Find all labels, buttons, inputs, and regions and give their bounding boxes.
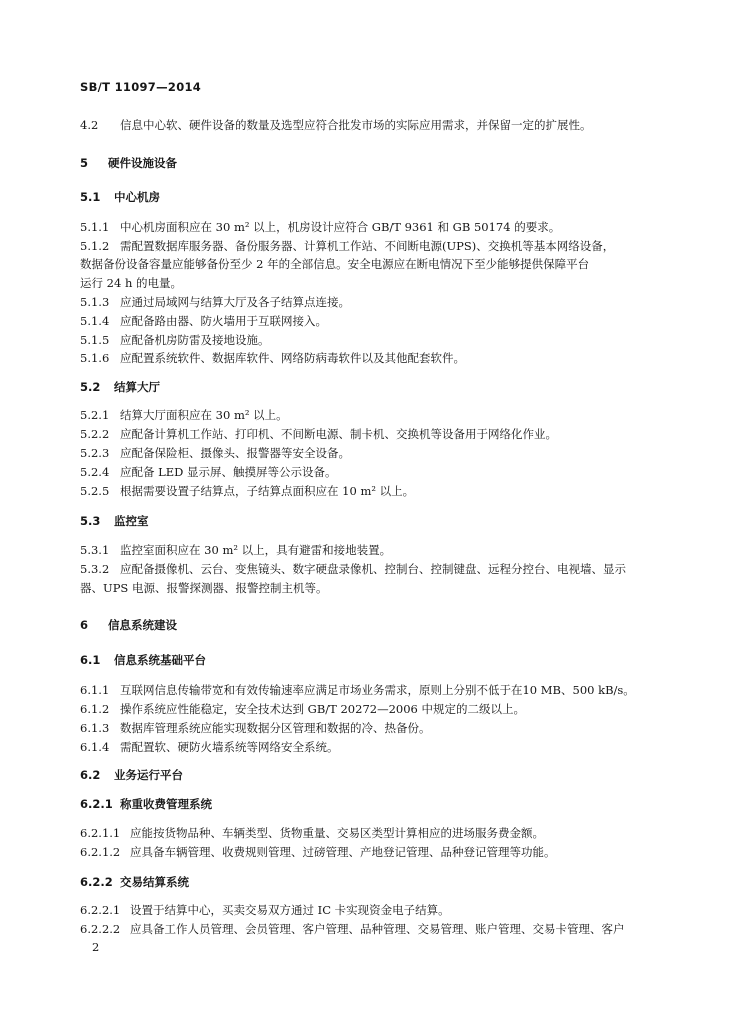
section-6-2-heading: 6.2 业务运行平台 [80,768,183,782]
clause-5-2-1: 5.2.1 结算大厅面积应在 30 m² 以上。 [80,408,288,422]
clause-6-1-4: 6.1.4 需配置软、硬防火墙系统等网络安全系统。 [80,740,339,754]
section-6-heading: 6 信息系统建设 [80,618,177,632]
clause-5-2-2: 5.2.2 应配备计算机工作站、打印机、不间断电源、制卡机、交换机等设备用于网络化作业。 [80,427,557,441]
clause-5-2-5: 5.2.5 根据需要设置子结算点，子结算点面积应在 10 m² 以上。 [80,484,415,498]
page-number: 2 [92,940,100,954]
clause-5-1-3: 5.1.3 应通过局域网与结算大厅及各子结算点连接。 [80,295,350,309]
clause-5-3-2-cont: 器、UPS 电源、报警探测器、报警控制主机等。 [80,581,328,595]
clause-6-2-1-2: 6.2.1.2 应具备车辆管理、收费规则管理、过磅管理、产地登记管理、品种登记管理等功能。 [80,845,556,859]
section-6-1-heading: 6.1 信息系统基础平台 [80,653,206,667]
clause-5-1-4: 5.1.4 应配备路由器、防火墙用于互联网接入。 [80,314,327,328]
clause-6-1-2: 6.1.2 操作系统应性能稳定，安全技术达到 GB/T 20272—2006 中规定的二级以上。 [80,702,525,716]
section-5-3-heading: 5.3 监控室 [80,514,149,528]
clause-5-3-1: 5.3.1 监控室面积应在 30 m² 以上，具有避雷和接地装置。 [80,543,392,557]
clause-5-1-2: 5.1.2 需配置数据库服务器、备份服务器、计算机工作站、不间断电源(UPS)、交换机等基本网络设备， [80,239,615,253]
section-5-2-heading: 5.2 结算大厅 [80,380,160,394]
clause-6-1-3: 6.1.3 数据库管理系统应能实现数据分区管理和数据的冷、热备份。 [80,721,431,735]
clause-5-1-6: 5.1.6 应配置系统软件、数据库软件、网络防病毒软件以及其他配套软件。 [80,351,465,365]
clause-5-1-1: 5.1.1 中心机房面积应在 30 m² 以上，机房设计应符合 GB/T 9361 和 GB 50174 的要求。 [80,220,561,234]
standard-code-header: SB/T 11097—2014 [80,80,202,94]
clause-5-2-4: 5.2.4 应配备 LED 显示屏、触摸屏等公示设备。 [80,465,337,479]
clause-5-3-2: 5.3.2 应配备摄像机、云台、变焦镜头、数字硬盘录像机、控制台、控制键盘、远程分控台、电视墙、显示 [80,562,626,576]
clause-6-2-2-2: 6.2.2.2 应具备工作人员管理、会员管理、客户管理、品种管理、交易管理、账户管理、交易卡管理、客户 [80,922,625,936]
clause-4-2: 4.2 信息中心软、硬件设备的数量及选型应符合批发市场的实际应用需求，并保留一定的扩展性。 [80,118,592,132]
section-5-1-heading: 5.1 中心机房 [80,190,160,204]
section-5-heading: 5 硬件设施设备 [80,156,177,170]
clause-6-2-1-1: 6.2.1.1 应能按货物品种、车辆类型、货物重量、交易区类型计算相应的进场服务费金额。 [80,826,544,840]
clause-5-1-5: 5.1.5 应配备机房防雷及接地设施。 [80,333,270,347]
clause-6-1-1: 6.1.1 互联网信息传输带宽和有效传输速率应满足市场业务需求，原则上分别不低于在10 MB、500 kB/s。 [80,683,635,697]
clause-5-1-2-cont-2: 运行 24 h 的电量。 [80,276,183,290]
section-6-2-1-heading: 6.2.1 称重收费管理系统 [80,797,212,811]
clause-5-1-2-cont-1: 数据备份设备容量应能够备份至少 2 年的全部信息。安全电源应在断电情况下至少能够提供保障平台 [80,257,590,271]
clause-5-2-3: 5.2.3 应配备保险柜、摄像头、报警器等安全设备。 [80,446,350,460]
clause-6-2-2-1: 6.2.2.1 设置于结算中心，买卖交易双方通过 IC 卡实现资金电子结算。 [80,903,450,917]
section-6-2-2-heading: 6.2.2 交易结算系统 [80,875,189,889]
